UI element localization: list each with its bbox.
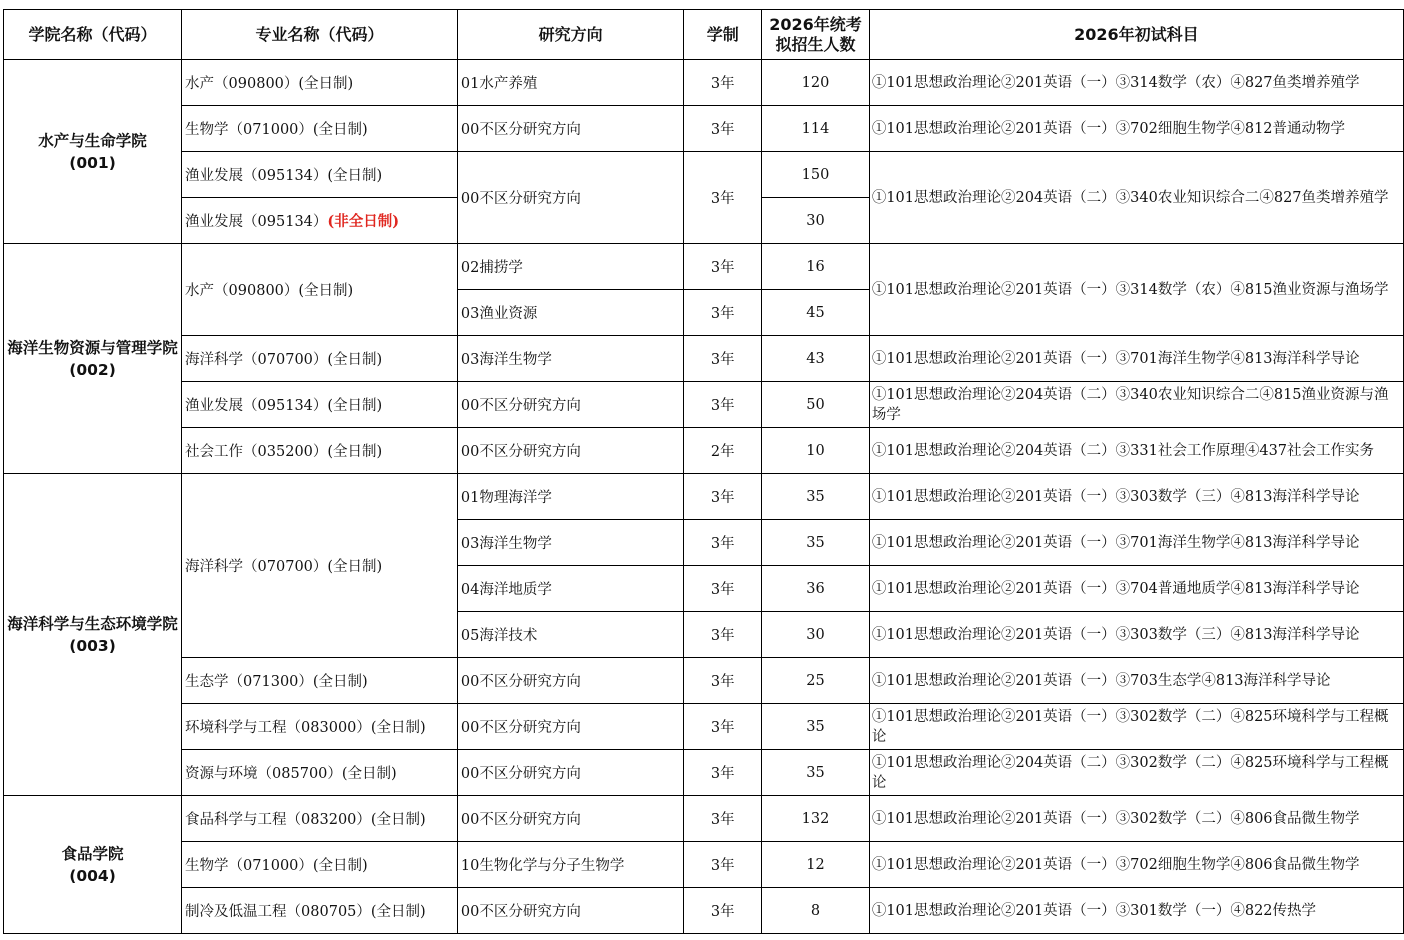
- quota-cell: 10: [762, 428, 870, 474]
- quota-cell: 8: [762, 888, 870, 934]
- part-time-note: (非全日制): [327, 213, 400, 230]
- header-school: 学院名称（代码）: [4, 10, 182, 60]
- direction-cell: 00不区分研究方向: [457, 658, 683, 704]
- direction-cell: 05海洋技术: [457, 612, 683, 658]
- subjects-cell: ①101思想政治理论②201英语（一）③302数学（二）④806食品微生物学: [869, 796, 1403, 842]
- years-cell: 3年: [684, 244, 762, 290]
- table-row: [4, 704, 1404, 750]
- subjects-cell: ①101思想政治理论②204英语（二）③331社会工作原理④437社会工作实务: [869, 428, 1403, 474]
- major-cell: 渔业发展（095134）(全日制): [182, 382, 458, 428]
- subjects-cell: ①101思想政治理论②201英语（一）③701海洋生物学④813海洋科学导论: [869, 336, 1403, 382]
- major-cell: 食品科学与工程（083200）(全日制): [182, 796, 458, 842]
- quota-cell: 30: [762, 198, 870, 244]
- subjects-cell: ①101思想政治理论②201英语（一）③301数学（一）④822传热学: [869, 888, 1403, 934]
- direction-cell: 03海洋生物学: [457, 336, 683, 382]
- school-name: 食品学院: [61, 844, 124, 863]
- direction-cell: 00不区分研究方向: [457, 888, 683, 934]
- table-row: [4, 60, 1404, 106]
- major-cell: 生态学（071300）(全日制): [182, 658, 458, 704]
- quota-cell: 35: [762, 520, 870, 566]
- direction-cell: 00不区分研究方向: [457, 106, 683, 152]
- quota-cell: 120: [762, 60, 870, 106]
- table-row: [4, 428, 1404, 474]
- quota-cell: 12: [762, 842, 870, 888]
- quota-cell: 16: [762, 244, 870, 290]
- direction-cell: 00不区分研究方向: [457, 382, 683, 428]
- school-cell: [4, 244, 182, 474]
- subjects-cell: ①101思想政治理论②201英语（一）③704普通地质学④813海洋科学导论: [869, 566, 1403, 612]
- subjects-cell: ①101思想政治理论②201英语（一）③702细胞生物学④806食品微生物学: [869, 842, 1403, 888]
- years-cell: 3年: [684, 612, 762, 658]
- years-cell: 3年: [684, 658, 762, 704]
- years-cell: 3年: [684, 566, 762, 612]
- quota-cell: 25: [762, 658, 870, 704]
- school-name: 海洋科学与生态环境学院: [7, 614, 178, 633]
- table-row: [4, 382, 1404, 428]
- school-cell: [4, 474, 182, 796]
- major-cell: 水产（090800）(全日制): [182, 60, 458, 106]
- header-years: 学制: [684, 10, 762, 60]
- subjects-cell: ①101思想政治理论②204英语（二）③340农业知识综合二④827鱼类增养殖学: [869, 152, 1403, 244]
- quota-cell: 35: [762, 750, 870, 796]
- direction-cell: 01水产养殖: [457, 60, 683, 106]
- years-cell: 3年: [684, 382, 762, 428]
- subjects-cell: ①101思想政治理论②201英语（一）③303数学（三）④813海洋科学导论: [869, 474, 1403, 520]
- years-cell: 3年: [684, 520, 762, 566]
- table-row: [4, 842, 1404, 888]
- school-code: (004): [69, 866, 116, 885]
- years-cell: 3年: [684, 796, 762, 842]
- major-cell: 社会工作（035200）(全日制): [182, 428, 458, 474]
- subjects-cell: ①101思想政治理论②201英语（一）③701海洋生物学④813海洋科学导论: [869, 520, 1403, 566]
- quota-cell: 45: [762, 290, 870, 336]
- admissions-table: [3, 9, 1404, 934]
- years-cell: 3年: [684, 842, 762, 888]
- quota-cell: 50: [762, 382, 870, 428]
- table-row: [4, 152, 1404, 198]
- quota-cell: 30: [762, 612, 870, 658]
- major-cell: 渔业发展（095134）(全日制): [182, 152, 458, 198]
- header-subjects: 2026年初试科目: [869, 10, 1403, 60]
- major-cell: 海洋科学（070700）(全日制): [182, 474, 458, 658]
- header-quota: 2026年统考拟招生人数: [762, 10, 870, 60]
- header-row: [4, 10, 1404, 60]
- subjects-cell: ①101思想政治理论②201英语（一）③703生态学④813海洋科学导论: [869, 658, 1403, 704]
- table-row: [4, 106, 1404, 152]
- major-cell: 海洋科学（070700）(全日制): [182, 336, 458, 382]
- years-cell: 3年: [684, 750, 762, 796]
- quota-cell: 43: [762, 336, 870, 382]
- years-cell: 2年: [684, 428, 762, 474]
- years-cell: 3年: [684, 152, 762, 244]
- subjects-cell: ①101思想政治理论②204英语（二）③302数学（二）④825环境科学与工程概论: [869, 750, 1403, 796]
- subjects-cell: ①101思想政治理论②201英语（一）③303数学（三）④813海洋科学导论: [869, 612, 1403, 658]
- subjects-cell: ①101思想政治理论②201英语（一）③302数学（二）④825环境科学与工程概论: [869, 704, 1403, 750]
- major-cell: 环境科学与工程（083000）(全日制): [182, 704, 458, 750]
- years-cell: 3年: [684, 888, 762, 934]
- direction-cell: 00不区分研究方向: [457, 704, 683, 750]
- direction-cell: 00不区分研究方向: [457, 152, 683, 244]
- major-name: 渔业发展（095134）: [185, 214, 328, 230]
- major-cell: [182, 198, 458, 244]
- header-direction: 研究方向: [457, 10, 683, 60]
- subjects-cell: ①101思想政治理论②201英语（一）③314数学（农）④815渔业资源与渔场学: [869, 244, 1403, 336]
- subjects-cell: ①101思想政治理论②201英语（一）③314数学（农）④827鱼类增养殖学: [869, 60, 1403, 106]
- years-cell: 3年: [684, 106, 762, 152]
- years-cell: 3年: [684, 474, 762, 520]
- direction-cell: 03渔业资源: [457, 290, 683, 336]
- years-cell: 3年: [684, 290, 762, 336]
- table-row: [4, 750, 1404, 796]
- subjects-cell: ①101思想政治理论②201英语（一）③702细胞生物学④812普通动物学: [869, 106, 1403, 152]
- school-code: (001): [69, 153, 116, 172]
- quota-cell: 35: [762, 704, 870, 750]
- table-row: [4, 658, 1404, 704]
- quota-cell: 35: [762, 474, 870, 520]
- major-cell: 水产（090800）(全日制): [182, 244, 458, 336]
- years-cell: 3年: [684, 336, 762, 382]
- school-cell: [4, 796, 182, 934]
- subjects-cell: ①101思想政治理论②204英语（二）③340农业知识综合二④815渔业资源与渔场学: [869, 382, 1403, 428]
- school-code: (002): [69, 360, 116, 379]
- major-cell: 生物学（071000）(全日制): [182, 106, 458, 152]
- table-row: [4, 244, 1404, 290]
- school-code: (003): [69, 636, 116, 655]
- direction-cell: 00不区分研究方向: [457, 796, 683, 842]
- direction-cell: 01物理海洋学: [457, 474, 683, 520]
- school-name: 海洋生物资源与管理学院: [7, 338, 178, 357]
- direction-cell: 02捕捞学: [457, 244, 683, 290]
- table-row: [4, 336, 1404, 382]
- major-cell: 生物学（071000）(全日制): [182, 842, 458, 888]
- school-cell: [4, 60, 182, 244]
- quota-cell: 132: [762, 796, 870, 842]
- years-cell: 3年: [684, 704, 762, 750]
- direction-cell: 10生物化学与分子生物学: [457, 842, 683, 888]
- quota-cell: 150: [762, 152, 870, 198]
- major-cell: 制冷及低温工程（080705）(全日制): [182, 888, 458, 934]
- school-name: 水产与生命学院: [38, 131, 147, 150]
- direction-cell: 04海洋地质学: [457, 566, 683, 612]
- admissions-table-container: [3, 9, 1404, 934]
- direction-cell: 03海洋生物学: [457, 520, 683, 566]
- table-row: [4, 474, 1404, 520]
- table-row: [4, 796, 1404, 842]
- major-cell: 资源与环境（085700）(全日制): [182, 750, 458, 796]
- quota-cell: 114: [762, 106, 870, 152]
- direction-cell: 00不区分研究方向: [457, 750, 683, 796]
- direction-cell: 00不区分研究方向: [457, 428, 683, 474]
- years-cell: 3年: [684, 60, 762, 106]
- table-row: [4, 888, 1404, 934]
- quota-cell: 36: [762, 566, 870, 612]
- header-major: 专业名称（代码）: [182, 10, 458, 60]
